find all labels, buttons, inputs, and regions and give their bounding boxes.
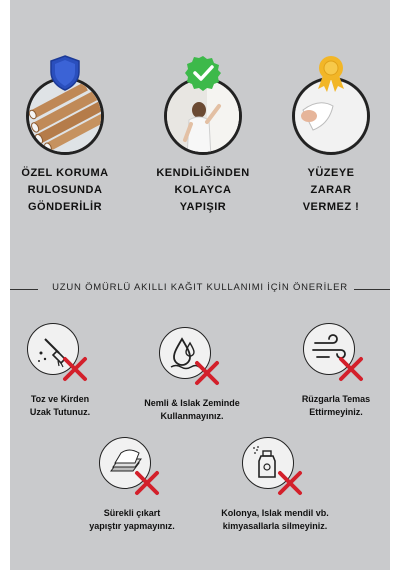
warning-repeated-peeling: Sürekli çıkart yapıştır yapmayınız. xyxy=(67,437,197,533)
feature-title: ÖZEL KORUMA RULOSUNDA GÖNDERİLİR xyxy=(21,167,109,213)
section-heading: UZUN ÖMÜRLÜ AKILLI KAĞIT KULLANIMI İÇİN ÖNERİLER xyxy=(52,282,348,293)
section-divider xyxy=(10,282,390,296)
prohibited-cross-icon xyxy=(133,469,161,497)
prohibited-cross-icon xyxy=(337,355,365,383)
feature-title: YÜZEYE ZARAR VERMEZ ! xyxy=(302,167,360,213)
prohibited-cross-icon xyxy=(276,469,304,497)
warning-moisture: Nemli & Islak Zeminde Kullanmayınız. xyxy=(127,327,257,423)
feature-no-surface-damage xyxy=(271,55,391,216)
feature-title: KENDİLİĞİNDEN KOLAYCA YAPIŞIR xyxy=(156,167,250,213)
prohibited-cross-icon xyxy=(61,355,89,383)
warning-wind: Rüzgarla Temas Ettirmeyiniz. xyxy=(271,323,400,419)
feature-self-adhesive xyxy=(143,55,263,216)
shield-icon xyxy=(49,55,81,91)
award-ribbon-icon xyxy=(315,55,347,93)
warning-chemicals: Kolonya, Islak mendil vb. kimyasallarla silmeyiniz. xyxy=(210,437,340,533)
feature-protective-roll xyxy=(5,55,125,216)
warning-dust: Toz ve Kirden Uzak Tutunuz. xyxy=(0,323,125,419)
prohibited-cross-icon xyxy=(193,359,221,387)
check-badge-icon xyxy=(185,55,221,91)
